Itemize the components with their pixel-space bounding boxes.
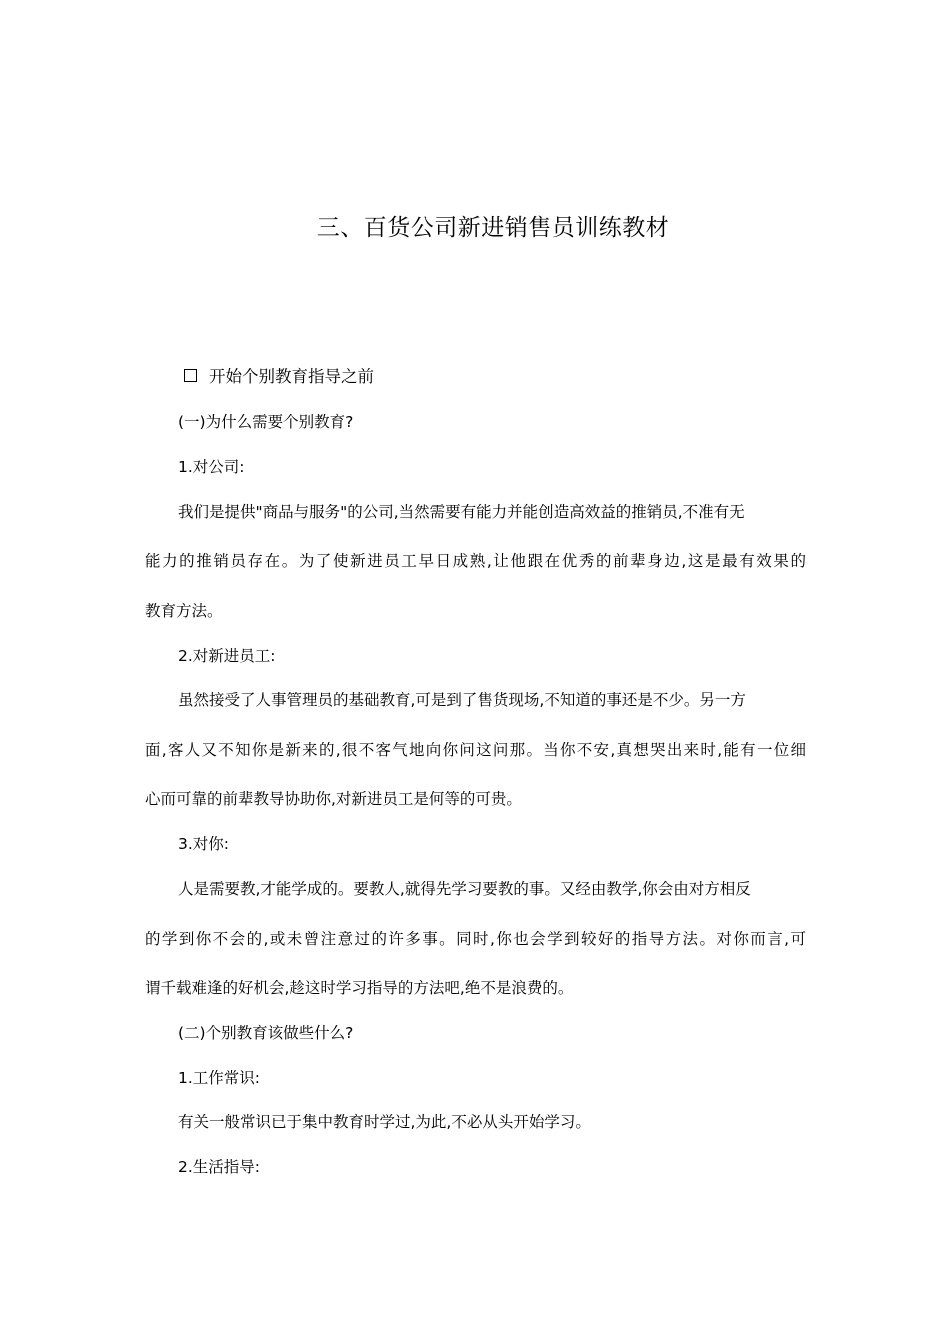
paragraph-line: 面,客人又不知你是新来的,很不客气地向你问这问那。当你不安,真想哭出来时,能有一位细: [145, 741, 806, 759]
subheading-life-guidance: 2.生活指导:: [178, 1158, 261, 1176]
subheading-work-knowledge: 1.工作常识:: [178, 1069, 261, 1087]
subheading-new-employee: 2.对新进员工:: [178, 647, 276, 665]
subheading-company: 1.对公司:: [178, 458, 245, 476]
section-heading: [184, 365, 374, 389]
paragraph-line: 的学到你不会的,或未曾注意过的许多事。同时,你也会学到较好的指导方法。对你而言,可: [145, 930, 806, 948]
checkbox-square-icon: [184, 369, 197, 382]
paragraph-line: 心而可靠的前辈教导协助你,对新进员工是何等的可贵。: [145, 790, 522, 808]
paragraph-line: 能力的推销员存在。为了使新进员工早日成熟,让他跟在优秀的前辈身边,这是最有效果的: [145, 552, 806, 570]
question-heading-2: (二)个别教育该做些什么?: [178, 1024, 354, 1042]
paragraph-line: 人是需要教,才能学成的。要教人,就得先学习要教的事。又经由教学,你会由对方相反: [178, 880, 751, 898]
paragraph-line: 虽然接受了人事管理员的基础教育,可是到了售货现场,不知道的事还是不少。另一方: [178, 691, 746, 709]
document-title: 三、百货公司新进销售员训练教材: [316, 215, 670, 241]
section-heading-text: 开始个别教育指导之前: [209, 367, 374, 386]
paragraph-line: 谓千载难逢的好机会,趁这时学习指导的方法吧,绝不是浪费的。: [145, 979, 574, 997]
subheading-you: 3.对你:: [178, 835, 230, 853]
paragraph-line: 有关一般常识已于集中教育时学过,为此,不必从头开始学习。: [178, 1113, 591, 1131]
paragraph-line: 我们是提供"商品与服务"的公司,当然需要有能力并能创造高效益的推销员,不准有无: [178, 503, 745, 521]
paragraph-line: 教育方法。: [145, 602, 223, 620]
question-heading-1: (一)为什么需要个别教育?: [178, 413, 354, 431]
